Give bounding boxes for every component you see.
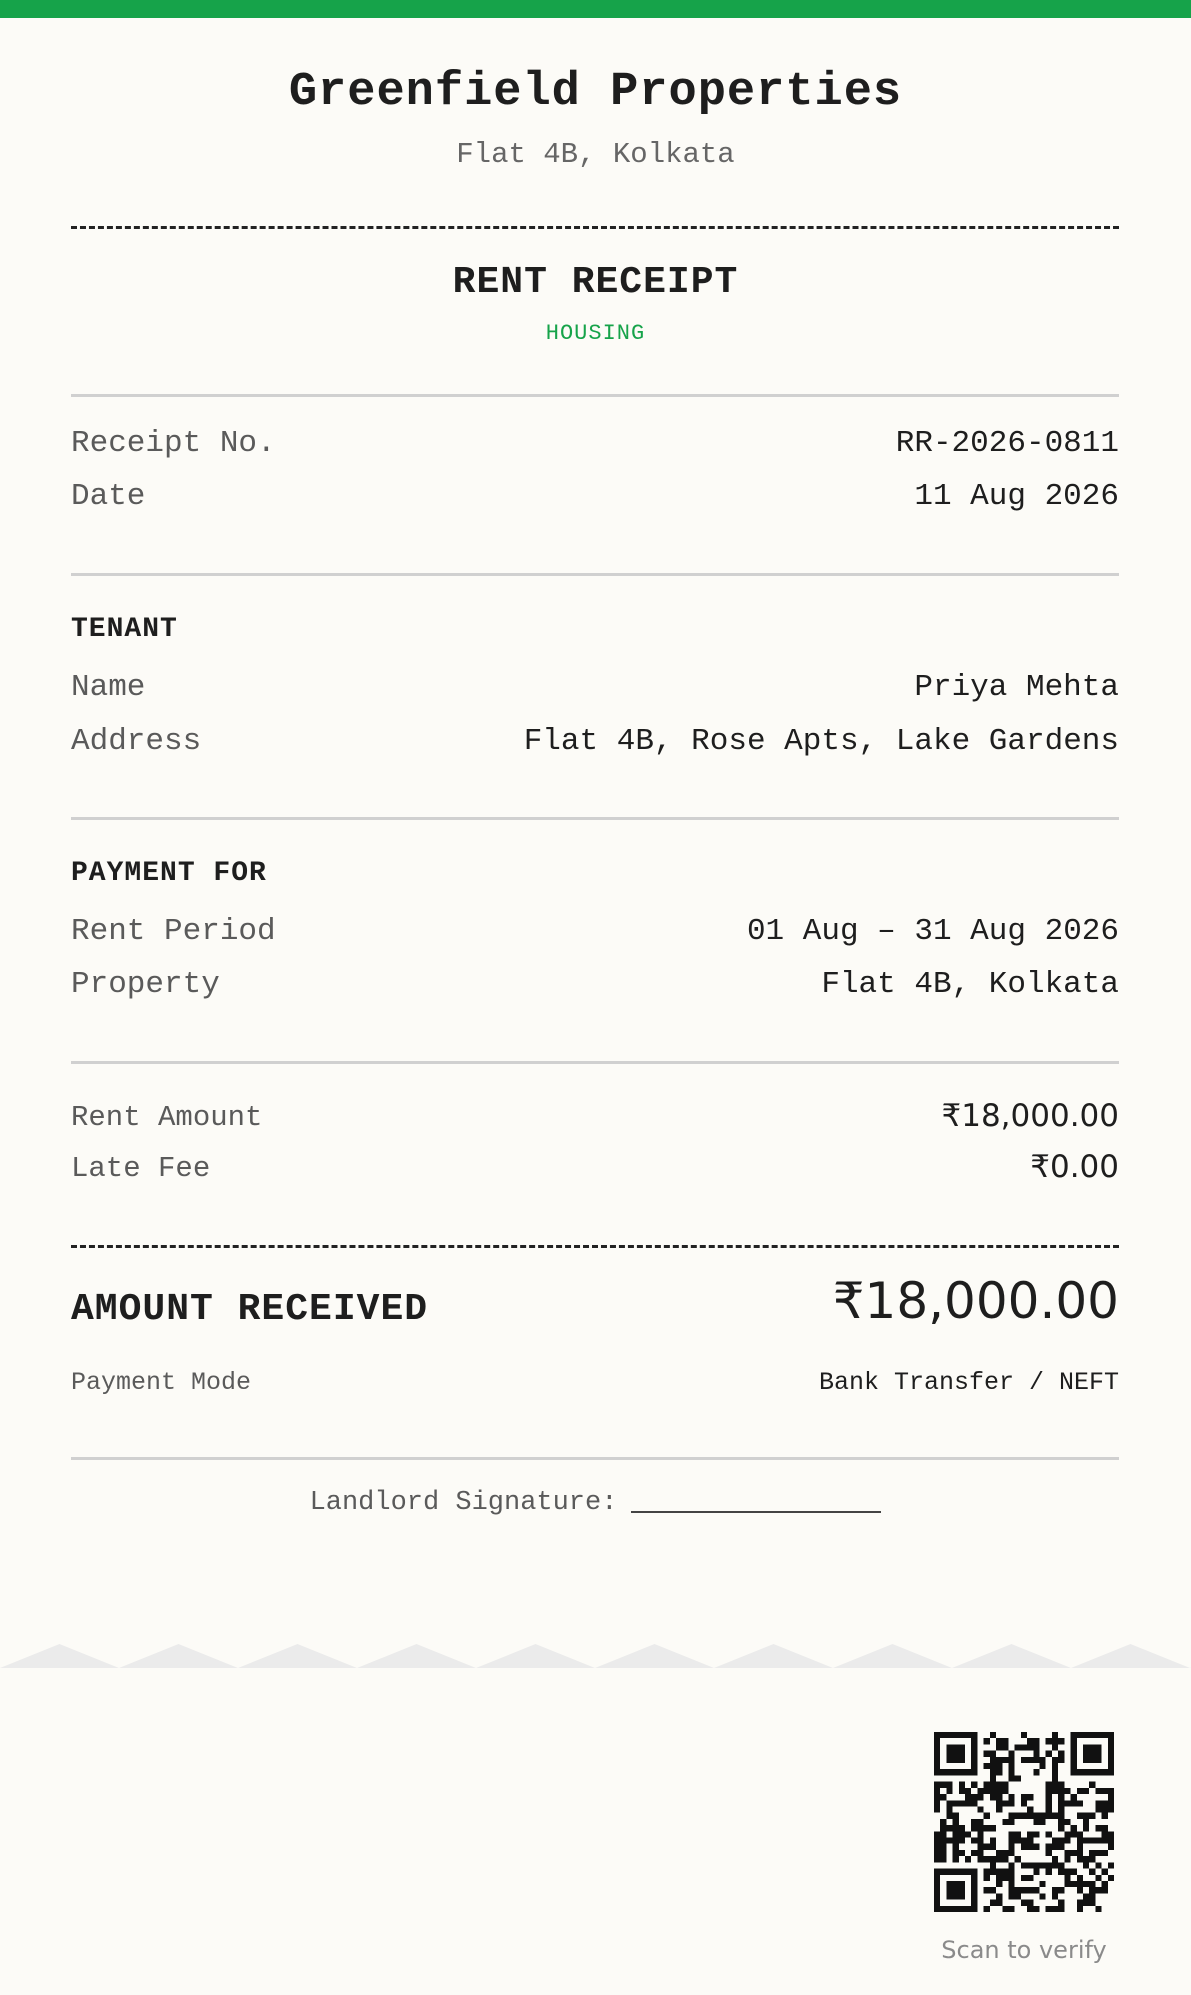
signature-area: [0, 1485, 1191, 1518]
property-label: Property: [71, 967, 220, 1002]
amount-received-value: ₹18,000.00: [832, 1272, 1119, 1330]
rent-amount-label: Rent Amount: [71, 1101, 263, 1134]
top-accent-bar: [0, 0, 1191, 18]
payment-for-heading: PAYMENT FOR: [71, 858, 267, 889]
property-value: Flat 4B, Kolkata: [821, 967, 1119, 1002]
divider: [71, 817, 1119, 820]
rent-period-label: Rent Period: [71, 914, 276, 949]
amount-received-label: AMOUNT RECEIVED: [71, 1288, 429, 1331]
divider: [71, 1457, 1119, 1460]
divider: [71, 573, 1119, 576]
tenant-name-value: Priya Mehta: [914, 670, 1119, 705]
torn-edge: [0, 1636, 1191, 1668]
scan-to-verify-text: Scan to verify: [941, 1936, 1107, 1964]
company-address: Flat 4B, Kolkata: [456, 138, 735, 171]
tenant-address-label: Address: [71, 724, 202, 759]
date-label: Date: [71, 479, 146, 514]
late-fee-value: ₹0.00: [1030, 1149, 1119, 1185]
signature-line: [631, 1485, 881, 1513]
signature-label: Landlord Signature:: [309, 1488, 618, 1518]
category-tag: HOUSING: [545, 321, 646, 346]
receipt-no-label: Receipt No.: [71, 426, 276, 461]
dashed-divider: [71, 1245, 1119, 1248]
company-name: Greenfield Properties: [288, 66, 903, 119]
date-value: 11 Aug 2026: [914, 479, 1119, 514]
rent-period-value: 01 Aug – 31 Aug 2026: [746, 914, 1119, 949]
divider: [71, 1061, 1119, 1064]
rent-amount-value: ₹18,000.00: [941, 1098, 1119, 1134]
receipt-no-value: RR-2026-0811: [895, 426, 1119, 461]
tenant-address-value: Flat 4B, Rose Apts, Lake Gardens: [523, 724, 1119, 759]
tenant-heading: TENANT: [71, 614, 178, 645]
late-fee-label: Late Fee: [71, 1152, 211, 1185]
tenant-name-label: Name: [71, 670, 146, 705]
receipt-paper: [0, 18, 1191, 1638]
qr-code-icon: [934, 1732, 1114, 1912]
payment-mode-value: Bank Transfer / NEFT: [818, 1368, 1119, 1397]
divider: [71, 394, 1119, 397]
payment-mode-label: Payment Mode: [71, 1368, 252, 1397]
receipt-title: RENT RECEIPT: [452, 261, 739, 304]
dashed-divider: [71, 226, 1119, 229]
